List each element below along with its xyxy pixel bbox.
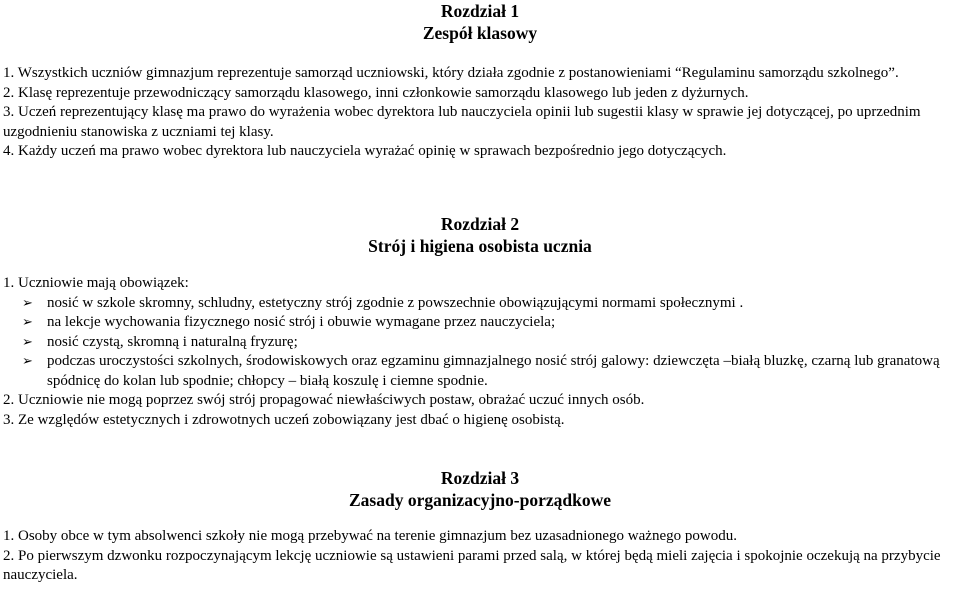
list-item — [0, 313, 960, 333]
chapter-2-paragraph-3: 3. Ze względów estetycznych i zdrowotnych uczeń zobowiązany jest dbać o higienę osobistą. — [3, 411, 565, 428]
chapter-2-subtitle: Strój i higiena osobista ucznia — [368, 236, 592, 256]
chapter-1-subtitle: Zespół klasowy — [422, 23, 538, 43]
list-item-text: podczas uroczystości szkolnych, środowiskowych oraz egzaminu gimnazjalnego nosić strój galowy: dziewczęta –białą bluzkę, czarną lub granatową spódnicę do kolan lub spodnie; chłopcy – białą koszulę i ciemne spodnie. — [47, 353, 940, 389]
chapter-2-paragraph-2: 2. Uczniowie nie mogą poprzez swój strój propagować niewłaściwych postaw, obrażać uczuć innych osób. — [3, 392, 645, 408]
chapter-2-intro: 1. Uczniowie mają obowiązek: — [3, 275, 189, 291]
chapter-3 — [0, 467, 960, 586]
arrow-bullet-icon: ➢ — [22, 315, 33, 330]
list-item-text: nosić w szkole skromny, schludny, estetyczny strój zgodnie z powszechnie obowiązującymi normami społecznymi . — [47, 294, 744, 311]
chapter-2-bullet-list — [0, 294, 960, 392]
chapter-3-paragraph-1: 1. Osoby obce w tym absolwenci szkoły nie mogą przebywać na terenie gimnazjum bez uzasadnionego ważnego powodu. — [3, 528, 737, 544]
chapter-3-paragraph-2: 2. Po pierwszym dzwonku rozpoczynającym lekcję uczniowie są ustawieni parami przed salą, w której będą mieli zajęcia i spokojnie oczekują na przybycie nauczyciela. — [3, 547, 941, 583]
list-item — [0, 333, 960, 353]
list-item-text: nosić czystą, skromną i naturalną fryzurę; — [47, 333, 298, 350]
list-item — [0, 352, 960, 391]
chapter-1-paragraph-1: 1. Wszystkich uczniów gimnazjum reprezentuje samorząd uczniowski, który działa zgodnie z postanowieniami “Regulaminu samorządu szkolnego”. — [3, 65, 899, 81]
chapter-2-title: Rozdział 2 — [440, 214, 520, 234]
chapter-3-subtitle: Zasady organizacyjno-porządkowe — [348, 490, 611, 510]
arrow-bullet-icon: ➢ — [22, 354, 33, 369]
chapter-2 — [0, 213, 960, 430]
list-item-text: na lekcje wychowania fizycznego nosić strój i obuwie wymagane przez nauczyciela; — [47, 314, 556, 330]
chapter-1 — [0, 0, 960, 162]
chapter-1-paragraph-3: 3. Uczeń reprezentujący klasę ma prawo do wyrażenia wobec dyrektora lub nauczyciela opinii lub sugestii klasy w sprawie jej dotyczącej, po uprzednim uzgodnieniu stanowiska z uczniami tej klasy. — [3, 104, 921, 140]
chapter-1-paragraph-4: 4. Każdy uczeń ma prawo wobec dyrektora lub nauczyciela wyrażać opinię w sprawach bezpośrednio jego dotyczących. — [3, 143, 727, 159]
chapter-1-title: Rozdział 1 — [440, 1, 520, 21]
arrow-bullet-icon: ➢ — [22, 334, 33, 350]
list-item — [0, 294, 960, 314]
chapter-3-title: Rozdział 3 — [440, 468, 520, 488]
arrow-bullet-icon: ➢ — [22, 295, 33, 311]
chapter-1-paragraph-2: 2. Klasę reprezentuje przewodniczący samorządu klasowego, inni członkowie samorządu klasowego lub jeden z dyżurnych. — [3, 84, 749, 101]
